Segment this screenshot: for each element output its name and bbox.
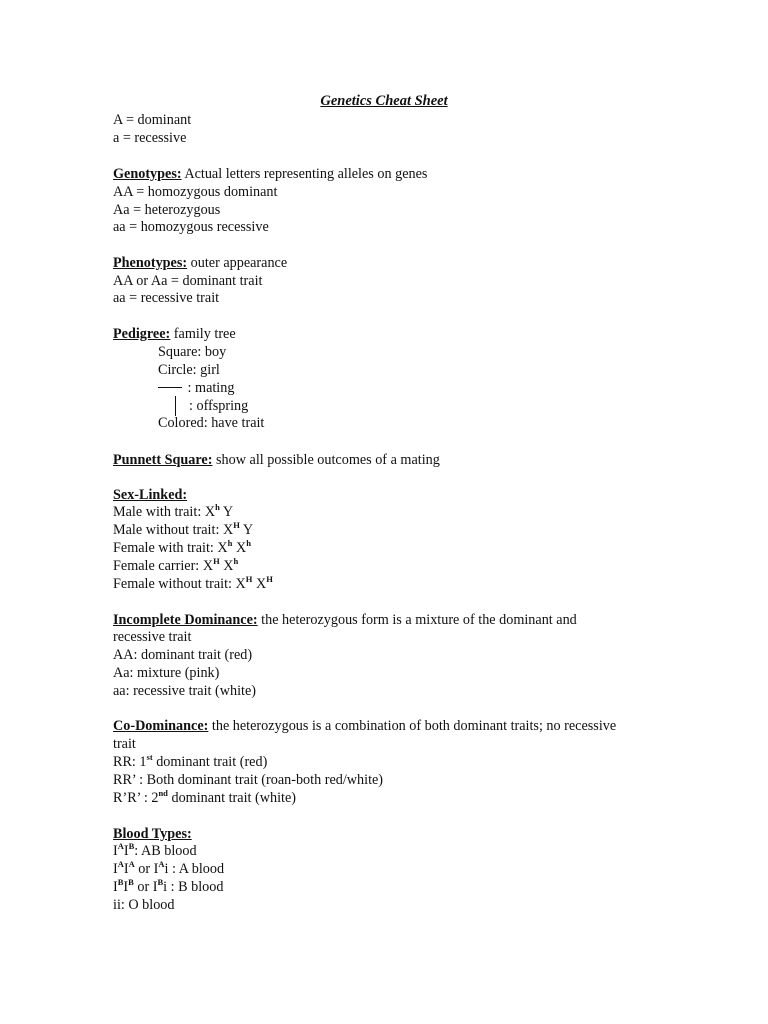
list-item: aa: recessive trait (white) [113, 683, 256, 699]
incomplete-desc-cont: recessive trait [113, 629, 192, 645]
male-with-trait: Male with trait: $X^h$ Y [113, 502, 234, 520]
codominance-definition [113, 717, 616, 735]
list-item: AA = homozygous dominant [113, 184, 278, 200]
list-item: AA: dominant trait (red) [113, 647, 253, 663]
pedigree-offspring: : offspring [189, 398, 249, 414]
female-with-trait: Female with trait: $X^h$ $X^h$ [113, 538, 251, 556]
sex-linked-heading: Sex-Linked: [113, 487, 188, 503]
incomplete-heading: Incomplete Dominance: [113, 612, 258, 628]
phenotypes-heading: Phenotypes: [113, 255, 188, 271]
recessive-line: a = recessive [113, 130, 187, 146]
blood-b: $I^BI^B$ or $I^Bi$ : B blood [113, 877, 224, 895]
blood-ab: $I^AI^B$: AB blood [113, 841, 197, 859]
male-without-trait: Male without trait: $X^H$ Y [113, 520, 254, 538]
list-item: RR’ : Both dominant trait (roan-both red/white) [113, 772, 384, 788]
horizontal-line-icon [158, 387, 182, 388]
list-item: Aa = heterozygous [113, 202, 221, 218]
vertical-line-icon [175, 396, 176, 416]
page-title: Genetics Cheat Sheet [320, 93, 448, 109]
list-item: AA or Aa = dominant trait [113, 273, 263, 289]
blood-a: $I^AI^A$ or $I^Ai$ : A blood [113, 859, 225, 877]
mating-label: : mating [184, 380, 235, 396]
phenotypes-desc: outer appearance [187, 255, 288, 271]
pedigree-colored: Colored: have trait [158, 415, 265, 431]
pedigree-mating [158, 379, 234, 397]
incomplete-definition [113, 611, 577, 629]
genotypes-definition [113, 165, 427, 183]
blood-types-heading: Blood Types: [113, 826, 192, 842]
pedigree-definition [113, 325, 236, 343]
phenotypes-definition [113, 254, 287, 272]
punnett-heading: Punnett Square: [113, 452, 213, 468]
list-item: R’R’ : 2nd dominant trait (white) [113, 788, 296, 806]
pedigree-heading: Pedigree: [113, 326, 171, 342]
pedigree-desc: family tree [170, 326, 236, 342]
genotypes-heading: Genotypes: [113, 166, 182, 182]
female-without-trait: Female without trait: $X^H$ $X^H$ [113, 574, 273, 592]
codominance-heading: Co-Dominance: [113, 718, 209, 734]
punnett-definition [113, 451, 440, 469]
list-item: RR: 1st dominant trait (red) [113, 752, 268, 770]
pedigree-square: Square: boy [158, 344, 227, 360]
female-carrier: Female carrier: $X^H$ $X^h$ [113, 556, 239, 574]
list-item: aa = homozygous recessive [113, 219, 269, 235]
codominance-desc-cont: trait [113, 736, 136, 752]
list-item: aa = recessive trait [113, 290, 220, 306]
incomplete-desc: the heterozygous form is a mixture of the dominant and [257, 612, 577, 628]
codominance-desc: the heterozygous is a combination of both dominant traits; no recessive [208, 718, 617, 734]
pedigree-circle: Circle: girl [158, 362, 220, 378]
punnett-desc: show all possible outcomes of a mating [212, 452, 440, 468]
blood-o: ii: O blood [113, 897, 175, 913]
dominant-line: A = dominant [113, 112, 192, 128]
list-item: Aa: mixture (pink) [113, 665, 220, 681]
genotypes-desc: Actual letters representing alleles on genes [181, 166, 428, 182]
